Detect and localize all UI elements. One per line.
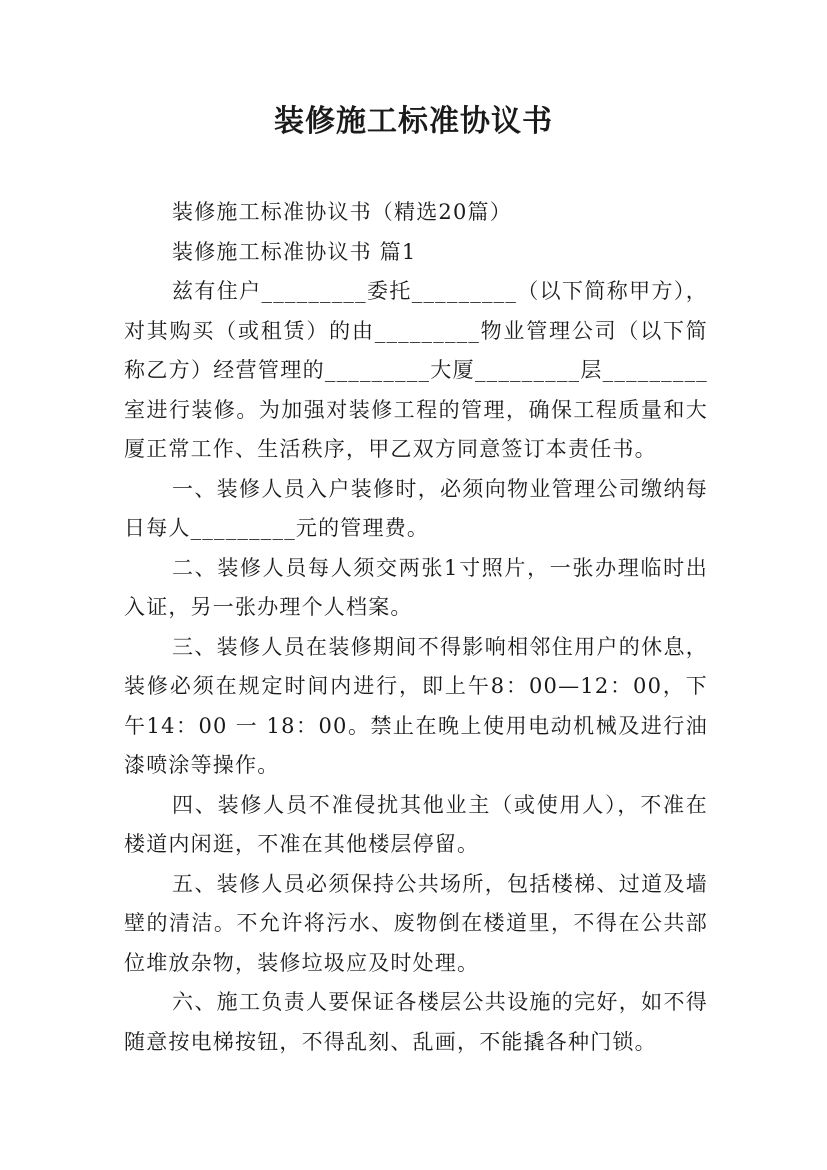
clause-2-paragraph: 二、装修人员每人须交两张1寸照片，一张办理临时出入证，另一张办理个人档案。	[124, 555, 708, 619]
intro-paragraph: 兹有住户_________委托_________（以下简称甲方），对其购买（或租赁）的由_________物业管理公司（以下简称乙方）经营管理的_________大厦_________层_________室进行装修。为加强对装修工程的管理，确保工程质量和大厦正常工作、生活秩序，甲乙双方同意签订本责任书。	[124, 279, 708, 461]
document-title: 装修施工标准协议书	[274, 104, 553, 139]
clause-4-paragraph: 四、装修人员不准侵扰其他业主（或使用人），不准在楼道内闲逛，不准在其他楼层停留。	[124, 792, 708, 856]
clause-3-paragraph: 三、装修人员在装修期间不得影响相邻住用户的休息，装修必须在规定时间内进行，即上午8：00—12：00，下午14：00 一 18：00。禁止在晚上使用电动机械及进行油漆喷涂等操作。	[124, 634, 708, 777]
document-body	[124, 193, 708, 1062]
clause-1-paragraph: 一、装修人员入户装修时，必须向物业管理公司缴纳每日每人_________元的管理费。	[124, 476, 708, 540]
clause-6-paragraph: 六、施工负责人要保证各楼层公共设施的完好，如不得随意按电梯按钮，不得乱刻、乱画，不能撬各种门锁。	[124, 990, 708, 1054]
clause-5-paragraph: 五、装修人员必须保持公共场所，包括楼梯、过道及墙壁的清洁。不允许将污水、废物倒在楼道里，不得在公共部位堆放杂物，装修垃圾应及时处理。	[124, 871, 708, 975]
subtitle-paragraph: 装修施工标准协议书（精选20篇）	[172, 200, 512, 224]
section-heading: 装修施工标准协议书 篇1	[172, 239, 417, 264]
